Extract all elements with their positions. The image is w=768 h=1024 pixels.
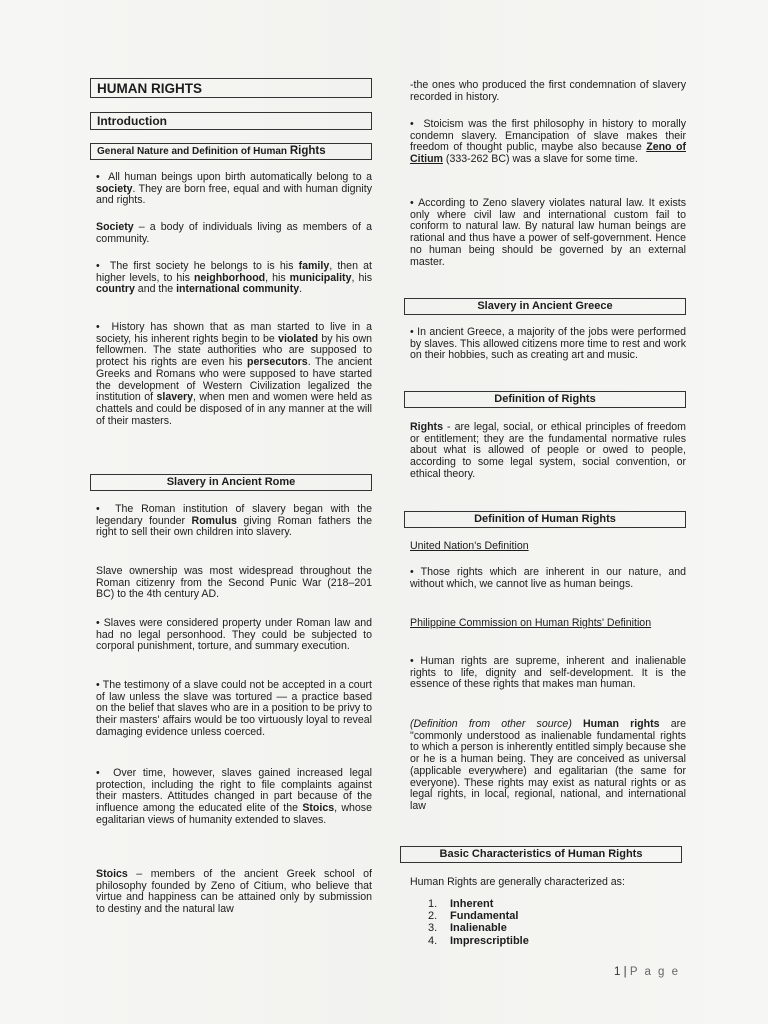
slavery-rome-heading: Slavery in Ancient Rome xyxy=(166,476,296,488)
paragraph-first-condemnation: -the ones who produced the first condemnation of slavery recorded in history. xyxy=(410,79,686,103)
paragraph-characterized-as: Human Rights are generally characterized as: xyxy=(410,876,625,888)
paragraph-society-birth: • All human beings upon birth automatically belong to a society. They are born free, equal and with human dignity and rights. xyxy=(96,172,372,207)
list-item: 3. Inalienable xyxy=(428,922,507,935)
paragraph-slaves-property: • Slaves were considered property under Roman law and had no legal personhood. They could be subjected to corporal punishment, torture, and summary execution. xyxy=(96,618,372,653)
basic-characteristics-heading: Basic Characteristics of Human Rights xyxy=(439,848,643,860)
paragraph-stoics: Stoics – members of the ancient Greek school of philosophy founded by Zeno of Citium, who believe that virtue and happiness can be attained only by submission to destiny and the natural law xyxy=(96,868,372,916)
paragraph-roman-institution: • The Roman institution of slavery began with the legendary founder Romulus giving Roman fathers the right to sell their own children into slavery. xyxy=(96,504,372,539)
introduction-heading: Introduction xyxy=(97,114,167,128)
general-nature-heading-bold: Rights xyxy=(289,145,326,157)
slavery-greece-box xyxy=(404,298,686,315)
list-item: 1. Inherent xyxy=(428,898,494,910)
definition-human-rights-heading: Definition of Human Rights xyxy=(474,513,616,525)
definition-human-rights-box xyxy=(404,511,686,528)
slavery-greece-heading: Slavery in Ancient Greece xyxy=(477,300,613,312)
main-title-box xyxy=(90,78,372,98)
page-label: P a g e xyxy=(629,966,681,978)
paragraph-slave-ownership: Slave ownership was most widespread throughout the Roman citizenry from the Second Punic War (218–201 BC) to the 4th century AD. xyxy=(96,565,372,601)
definition-rights-box xyxy=(404,391,686,408)
general-nature-heading: General Nature and Definition of Human xyxy=(97,146,288,157)
page-number: 1 xyxy=(614,966,621,978)
paragraph-society-definition: Society – a body of individuals living as members of a community. xyxy=(96,221,372,245)
definition-rights-heading: Definition of Rights xyxy=(494,393,596,405)
paragraph-other-source: (Definition from other source) Human rights are "commonly understood as inalienable fundamental rights to which a person is inherently entitled simply because she or he is a human being. They are conceived as universal (applicable everywhere) and egalitarian (the same for everyone). These rights may exist as natural rights or as legal rights, in local, regional, national, and international law xyxy=(410,718,687,812)
paragraph-chr-definition: • Human rights are supreme, inherent and inalienable rights to life, dignity and self-development. It is the essence of these rights that makes man human. xyxy=(410,656,686,691)
paragraph-un-definition: • Those rights which are inherent in our nature, and without which, we cannot live as human beings. xyxy=(410,567,686,590)
list-item: 2. Fundamental xyxy=(428,910,519,923)
paragraph-history: • History has shown that as man started to live in a society, his inherent rights begin to be violated by his own fellowmen. The state authorities who are supposed to protect his rights are even his persecutors. The ancient Greeks and Romans who were supposed to have started the development of Western Civilization legalized the institution of slavery, when men and women were held as chattels and could be disposed of in any manner at the will of their masters. xyxy=(96,322,372,427)
un-definition-subheading: United Nation's Definition xyxy=(410,540,529,552)
page-separator: | xyxy=(623,966,627,978)
slavery-rome-box xyxy=(90,474,372,491)
chr-definition-subheading: Philippine Commission on Human Rights' Definition xyxy=(410,617,652,629)
general-nature-box xyxy=(90,143,372,160)
characteristics-list xyxy=(428,898,529,947)
paragraph-over-time: • Over time, however, slaves gained increased legal protection, including the right to file complaints against their masters. Attitudes changed in part because of the influence among the educated elite of the Stoics, whose egalitarian views of humanity extended to slaves. xyxy=(96,768,372,827)
paragraph-zeno-natural-law: • According to Zeno slavery violates natural law. It exists only where civil law and international custom fail to conform to natural law. By natural law human beings are rational and thus have a power of self-government. Hence no human being should be governed by an external master. xyxy=(410,198,686,268)
basic-characteristics-box xyxy=(400,846,682,863)
paragraph-rights-definition: Rights - are legal, social, or ethical principles of freedom or entitlement; they are the fundamental normative rules about what is allowed of people or owed to people, according to some legal system, social convention, or ethical theory. xyxy=(410,421,686,480)
paragraph-first-society: • The first society he belongs to is his family, then at higher levels, to his neighborhood, his municipality, his country and the international community. xyxy=(96,261,372,296)
page-number-footer xyxy=(614,966,680,978)
main-title: HUMAN RIGHTS xyxy=(97,81,202,96)
paragraph-stoicism: • Stoicism was the first philosophy in history to morally condemn slavery. Emancipation of slave makes their freedom of thought public, maybe also because Zeno of Citium (333-262 BC) was a slave for some time. xyxy=(410,119,686,166)
paragraph-ancient-greece: • In ancient Greece, a majority of the jobs were performed by slaves. This allowed citizens more time to rest and work on their hobbies, such as creating art and music. xyxy=(410,327,686,362)
introduction-box xyxy=(90,112,372,130)
list-item: 4. Imprescriptible xyxy=(428,934,529,947)
paragraph-testimony: • The testimony of a slave could not be accepted in a court of law unless the slave was tortured — a practice based on the belief that slaves who are in a position to be privy to their masters' affairs would be too virtuously loyal to reveal damaging evidence unless coerced. xyxy=(96,680,372,739)
